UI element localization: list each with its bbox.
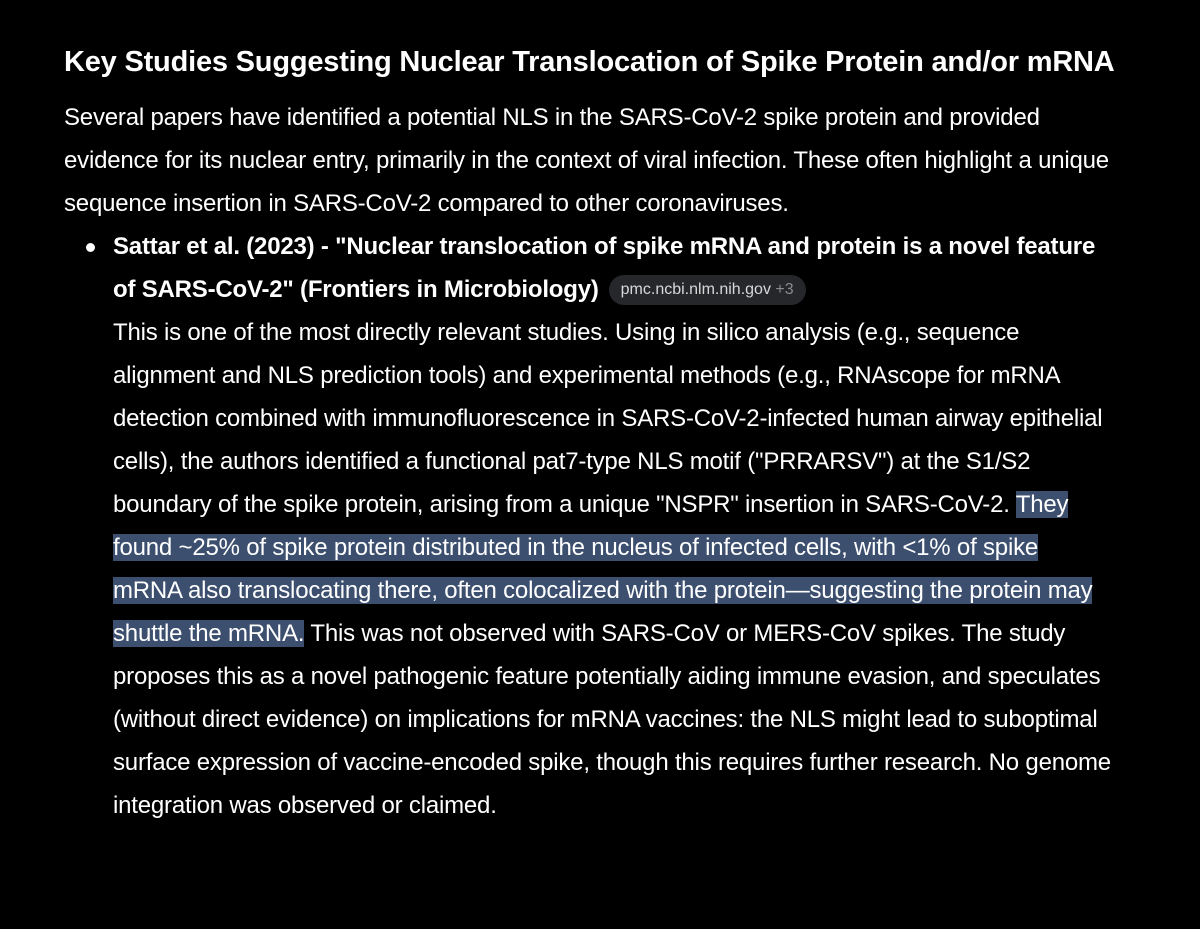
intro-paragraph: Several papers have identified a potential NLS in the SARS-CoV-2 spike protein and provided evidence for its nuclear entry, primarily in the context of viral infection. These often highlight a unique sequence insertion in SARS-CoV-2 compared to other coronaviruses. xyxy=(64,104,1109,217)
studies-list xyxy=(64,225,1136,827)
study-body-text: This is one of the most directly relevant studies. Using in silico analysis (e.g., sequence alignment and NLS prediction tools) and experimental methods (e.g., RNAscope for mRNA detection combined with immunofluorescence in SARS-CoV-2-infected human airway epithelial cells), the authors identified a functional pat7-type NLS motif ("PRRARSV") at the S1/S2 boundary of the spike protein, arising from a unique "NSPR" insertion in SARS-CoV-2. xyxy=(113,319,1103,518)
selected-text-highlight: They found ~25% of spike protein distributed in the nucleus of infected cells, with <1% of spike mRNA also translocating there, often colocalized with the protein—suggesting the protein may shuttle the mRNA. xyxy=(113,491,1093,647)
study-title: Sattar et al. (2023) - "Nuclear translocation of spike mRNA and protein is a novel feature of SARS-CoV-2" (Frontiers in Microbiology) xyxy=(113,233,1096,303)
source-citation-chip[interactable] xyxy=(609,275,806,305)
source-more-count: +3 xyxy=(775,281,794,298)
study-body-text-continued: This was not observed with SARS-CoV or MERS-CoV spikes. The study proposes this as a novel pathogenic feature potentially aiding immune evasion, and speculates (without direct evidence) on implications for mRNA vaccines: the NLS might lead to suboptimal surface expression of vaccine-encoded spike, though this requires further research. No genome integration was observed or claimed. xyxy=(113,620,1111,819)
list-item xyxy=(64,225,1113,827)
bullet-icon xyxy=(86,243,95,252)
source-domain: pmc.ncbi.nlm.nih.gov xyxy=(620,281,771,298)
section-heading: Key Studies Suggesting Nuclear Translocation of Spike Protein and/or mRNA xyxy=(64,46,1115,78)
